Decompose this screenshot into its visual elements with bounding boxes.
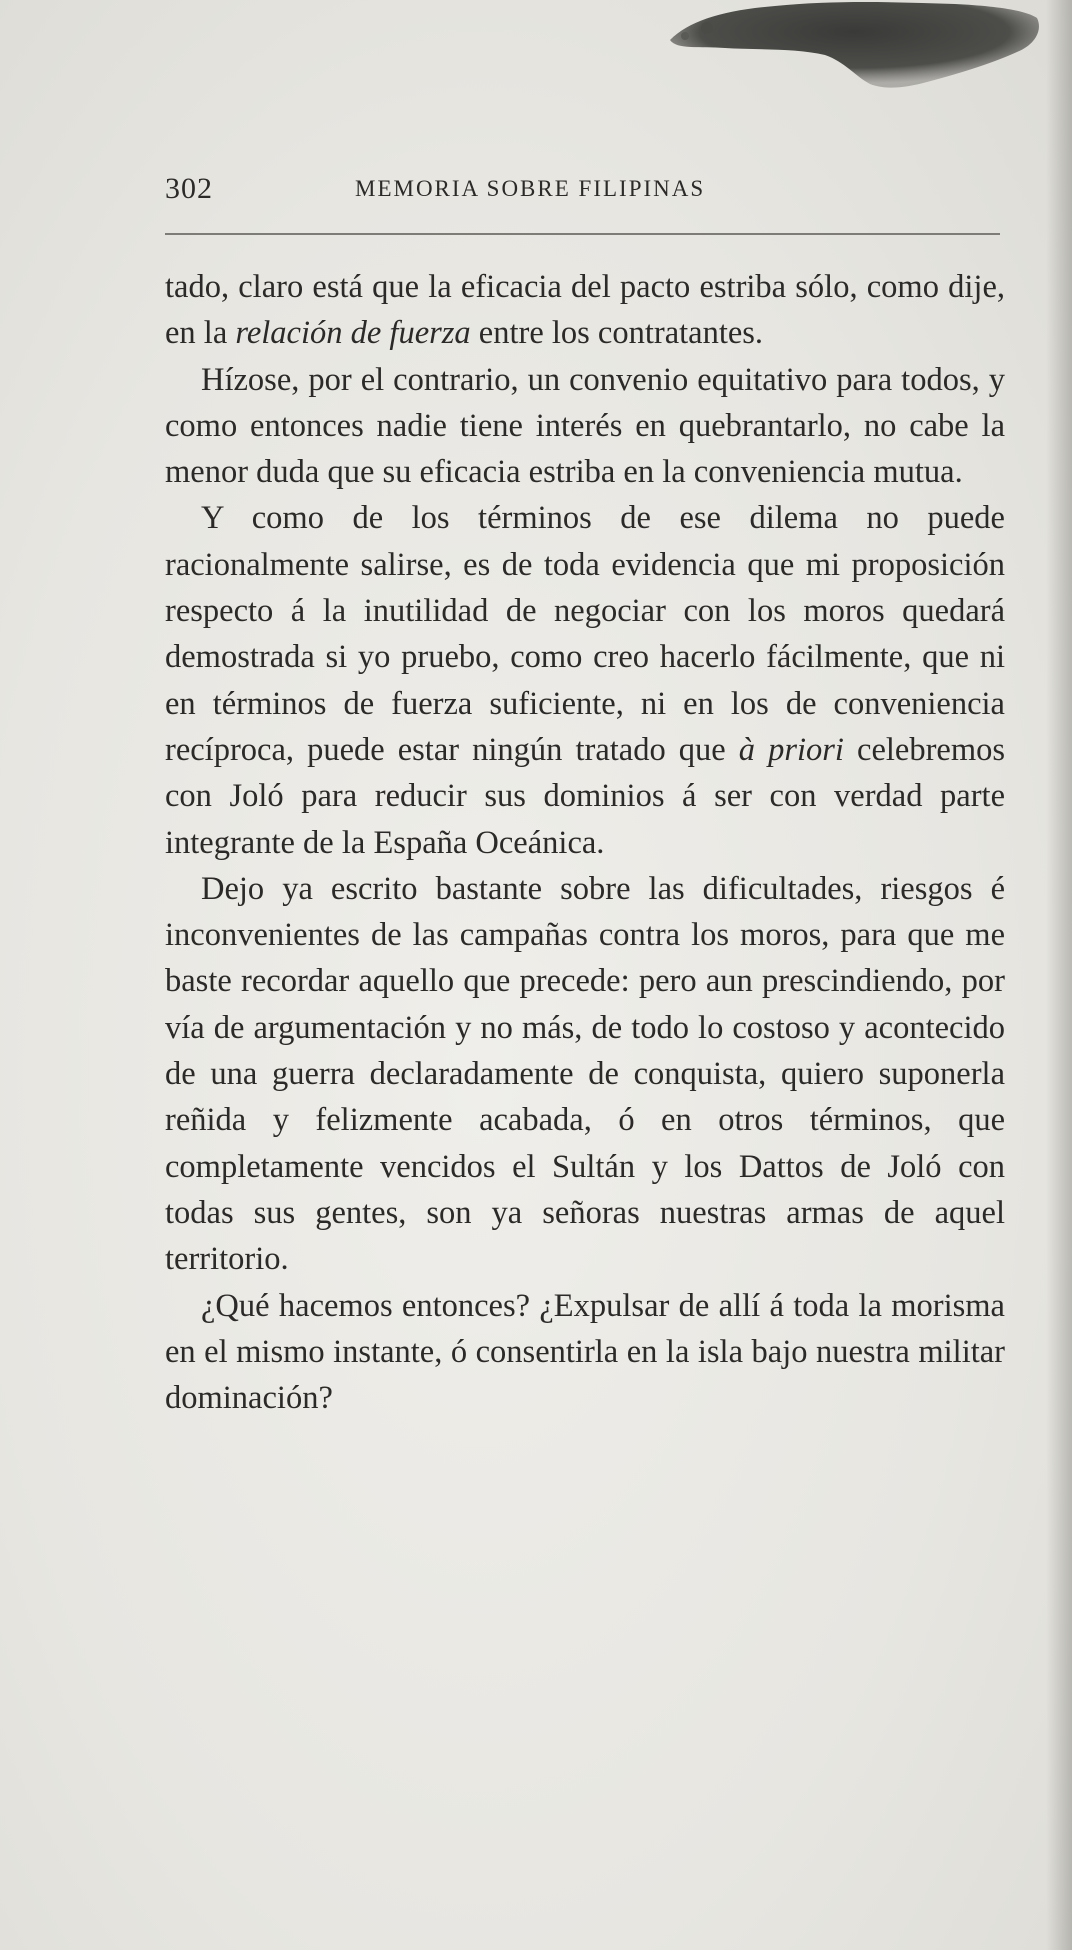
italic-phrase: à priori	[738, 731, 844, 768]
italic-phrase: relación de fuerza	[235, 315, 471, 352]
body-text	[165, 264, 1005, 1421]
ink-stain	[665, 0, 1045, 92]
paragraph-text: celebremos con Joló para reducir sus dominios á ser con verdad parte integrante de la España Oceánica.	[165, 731, 1005, 861]
page-edge-shadow	[1046, 0, 1072, 1950]
page-number: 302	[165, 172, 213, 205]
paragraph-text: entre los contratantes.	[470, 315, 764, 352]
page-header	[165, 172, 1000, 222]
paragraph	[165, 866, 1005, 1283]
paragraph	[165, 495, 1005, 865]
paragraph-text: Hízose, por el contrario, un convenio equitativo para todos, y como entonces nadie tiene interés en quebrantarlo, no cabe la menor duda que su eficacia estriba en la conveniencia mutua.	[165, 361, 1005, 491]
header-rule	[165, 233, 1000, 235]
paragraph	[165, 1283, 1005, 1422]
paragraph	[165, 357, 1005, 496]
paragraph-text: ¿Qué hacemos entonces? ¿Expulsar de allí á toda la morisma en el mismo instante, ó consentirla en la isla bajo nuestra militar dominación?	[165, 1287, 1005, 1417]
paragraph-text: tado, claro está que la eficacia del pacto estriba sólo, como dije, en la	[165, 269, 1005, 352]
paragraph-text: Y como de los términos de ese dilema no puede racionalmente salirse, es de toda evidencia que mi proposición respecto á la inutilidad de negociar con los moros quedará demostrada si yo pruebo, como creo hacerlo fácilmente, que ni en términos de fuerza suficiente, ni en los de conveniencia recíproca, puede estar ningún tratado que	[165, 500, 1005, 768]
running-title: MEMORIA SOBRE FILIPINAS	[355, 176, 706, 201]
paragraph	[165, 264, 1005, 357]
paragraph-text: Dejo ya escrito bastante sobre las dificultades, riesgos é inconvenientes de las campañas contra los moros, para que me baste recordar aquello que precede: pero aun prescindiendo, por vía de argumentación y no más, de todo lo costoso y acontecido de una guerra declaradamente de conquista, quiero suponerla reñida y felizmente acabada, ó en otros términos, que completamente vencidos el Sultán y los Dattos de Joló con todas sus gentes, son ya señoras nuestras armas de aquel territorio.	[165, 870, 1005, 1278]
